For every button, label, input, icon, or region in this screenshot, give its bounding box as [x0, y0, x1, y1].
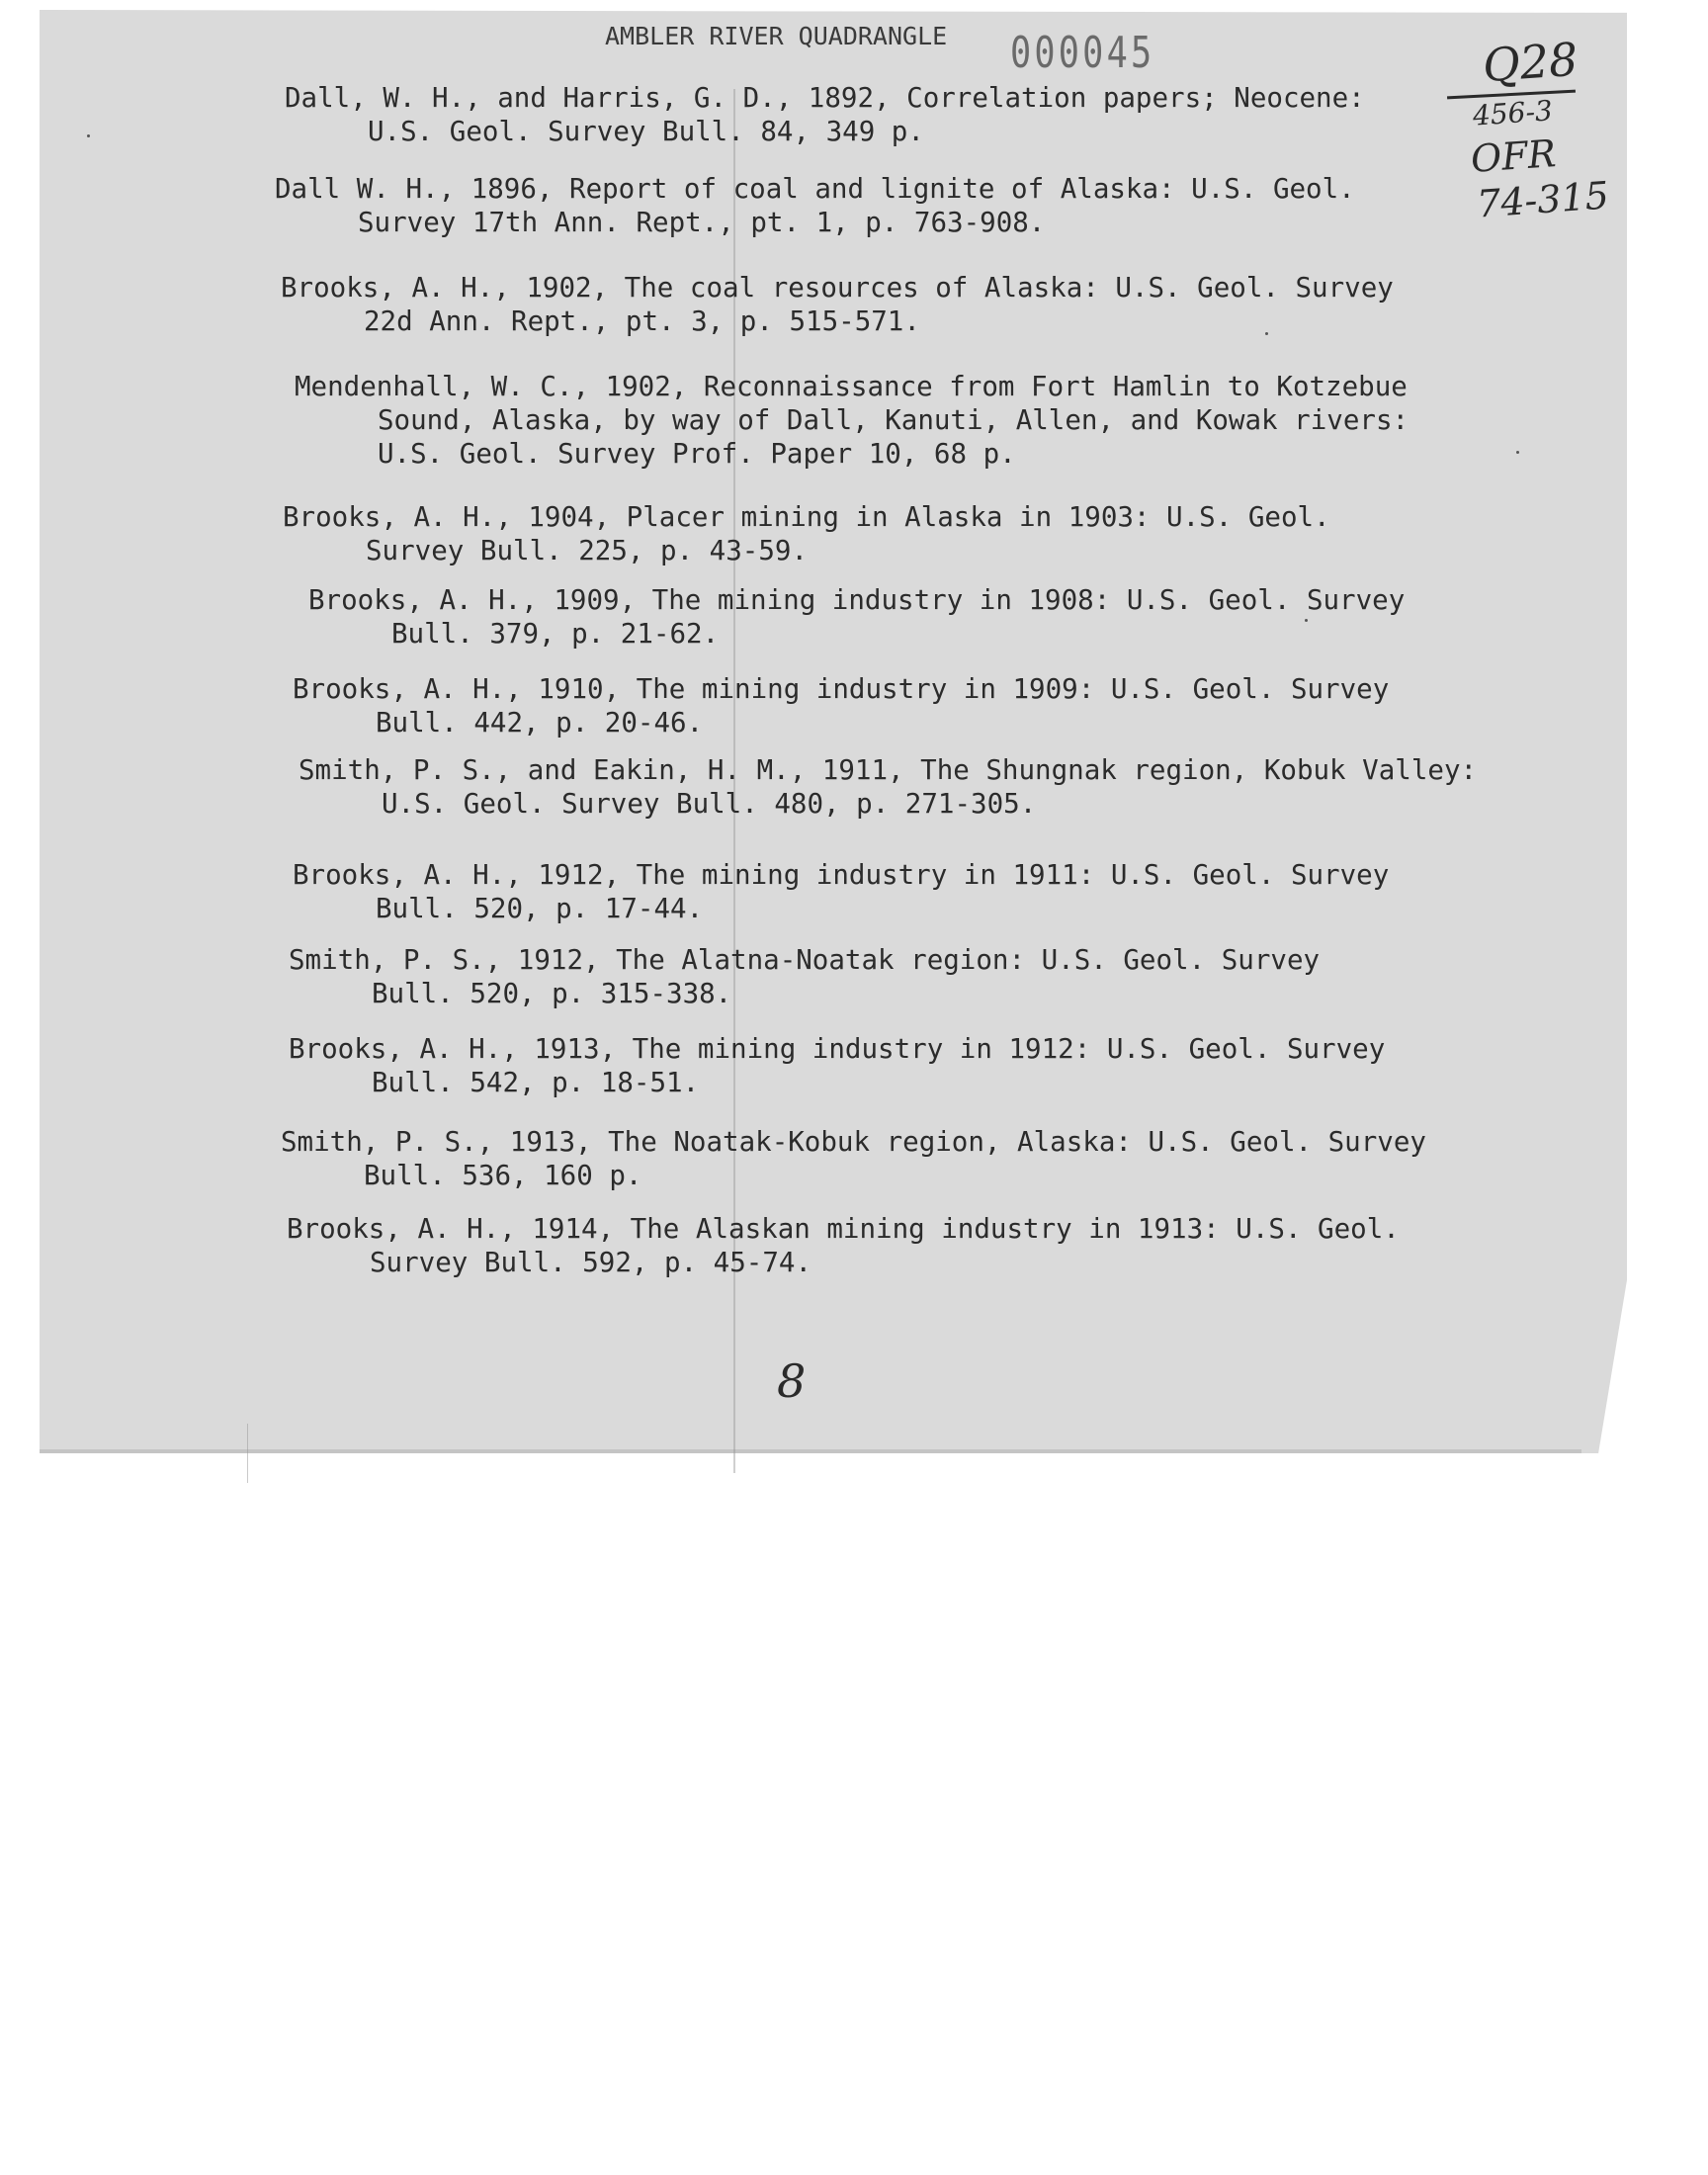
scan-speck: [1516, 451, 1519, 454]
reference-line: Brooks, A. H., 1914, The Alaskan mining industry in 1913: U.S. Geol.: [287, 1213, 1400, 1245]
reference-entry-12: [281, 1125, 1426, 1192]
reference-line: Bull. 536, 160 p.: [364, 1160, 642, 1191]
reference-entry-10: [289, 943, 1320, 1010]
reference-line: Brooks, A. H., 1913, The mining industry in 1912: U.S. Geol. Survey: [289, 1033, 1386, 1065]
reference-line: Dall W. H., 1896, Report of coal and lignite of Alaska: U.S. Geol.: [275, 173, 1355, 205]
page-number: 8: [777, 1354, 807, 1408]
reference-entry-1: [285, 81, 1365, 148]
scan-speck: [1305, 619, 1308, 622]
reference-line: Bull. 520, p. 315-338.: [372, 978, 732, 1009]
reference-line: Dall, W. H., and Harris, G. D., 1892, Correlation papers; Neocene:: [285, 82, 1365, 114]
reference-entry-4: [295, 370, 1409, 471]
reference-line: Bull. 442, p. 20-46.: [376, 707, 704, 739]
reference-line: Sound, Alaska, by way of Dall, Kanuti, Allen, and Kowak rivers:: [378, 404, 1409, 436]
handwritten-note: [1447, 32, 1625, 226]
blank-area: [0, 1488, 1708, 2175]
reference-line: Brooks, A. H., 1909, The mining industry in 1908: U.S. Geol. Survey: [308, 584, 1406, 616]
handwritten-line-4: 74-315: [1475, 173, 1611, 226]
reference-entry-5: [283, 500, 1330, 567]
page-title: AMBLER RIVER QUADRANGLE: [605, 22, 948, 50]
reference-line: Brooks, A. H., 1902, The coal resources of Alaska: U.S. Geol. Survey: [281, 272, 1394, 304]
reference-entry-9: [293, 858, 1389, 925]
scan-speck: [87, 134, 90, 137]
handwritten-line-3: OFR: [1469, 131, 1558, 181]
reference-line: U.S. Geol. Survey Bull. 84, 349 p.: [368, 116, 924, 147]
reference-entry-2: [275, 172, 1355, 239]
reference-line: Brooks, A. H., 1910, The mining industry in 1909: U.S. Geol. Survey: [293, 673, 1390, 705]
reference-line: Brooks, A. H., 1904, Placer mining in Alaska in 1903: U.S. Geol.: [283, 501, 1330, 533]
reference-line: 22d Ann. Rept., pt. 3, p. 515-571.: [364, 305, 920, 337]
reference-line: Bull. 520, p. 17-44.: [376, 893, 704, 924]
handwritten-line-1: Q28: [1481, 32, 1580, 93]
reference-line: Survey Bull. 225, p. 43-59.: [366, 535, 809, 566]
reference-line: Survey 17th Ann. Rept., pt. 1, p. 763-908.: [358, 207, 1046, 238]
reference-entry-11: [289, 1032, 1385, 1099]
reference-entry-7: [293, 672, 1389, 740]
reference-entry-6: [308, 583, 1405, 651]
reference-line: Bull. 542, p. 18-51.: [372, 1067, 700, 1098]
reference-line: Mendenhall, W. C., 1902, Reconnaissance from Fort Hamlin to Kotzebue: [295, 371, 1408, 402]
reference-entry-13: [287, 1212, 1400, 1279]
reference-line: Brooks, A. H., 1912, The mining industry in 1911: U.S. Geol. Survey: [293, 859, 1390, 891]
stamp-number: 000045: [1010, 28, 1155, 78]
reference-line: Bull. 379, p. 21-62.: [391, 618, 720, 650]
reference-line: Smith, P. S., 1913, The Noatak-Kobuk region, Alaska: U.S. Geol. Survey: [281, 1126, 1426, 1158]
reference-line: Smith, P. S., and Eakin, H. M., 1911, The Shungnak region, Kobuk Valley:: [299, 754, 1478, 786]
handwritten-line-2: 456-3: [1471, 94, 1554, 132]
reference-line: Smith, P. S., 1912, The Alatna-Noatak region: U.S. Geol. Survey: [289, 944, 1321, 976]
reference-entry-8: [299, 753, 1477, 821]
sheet-shadow: [40, 1449, 1581, 1453]
fold-line-lower: [247, 1424, 248, 1483]
scan-speck: [1265, 332, 1268, 335]
reference-line: U.S. Geol. Survey Bull. 480, p. 271-305.: [382, 788, 1037, 820]
reference-entry-3: [281, 271, 1394, 338]
reference-line: Survey Bull. 592, p. 45-74.: [370, 1247, 812, 1278]
reference-line: U.S. Geol. Survey Prof. Paper 10, 68 p.: [378, 438, 1016, 470]
